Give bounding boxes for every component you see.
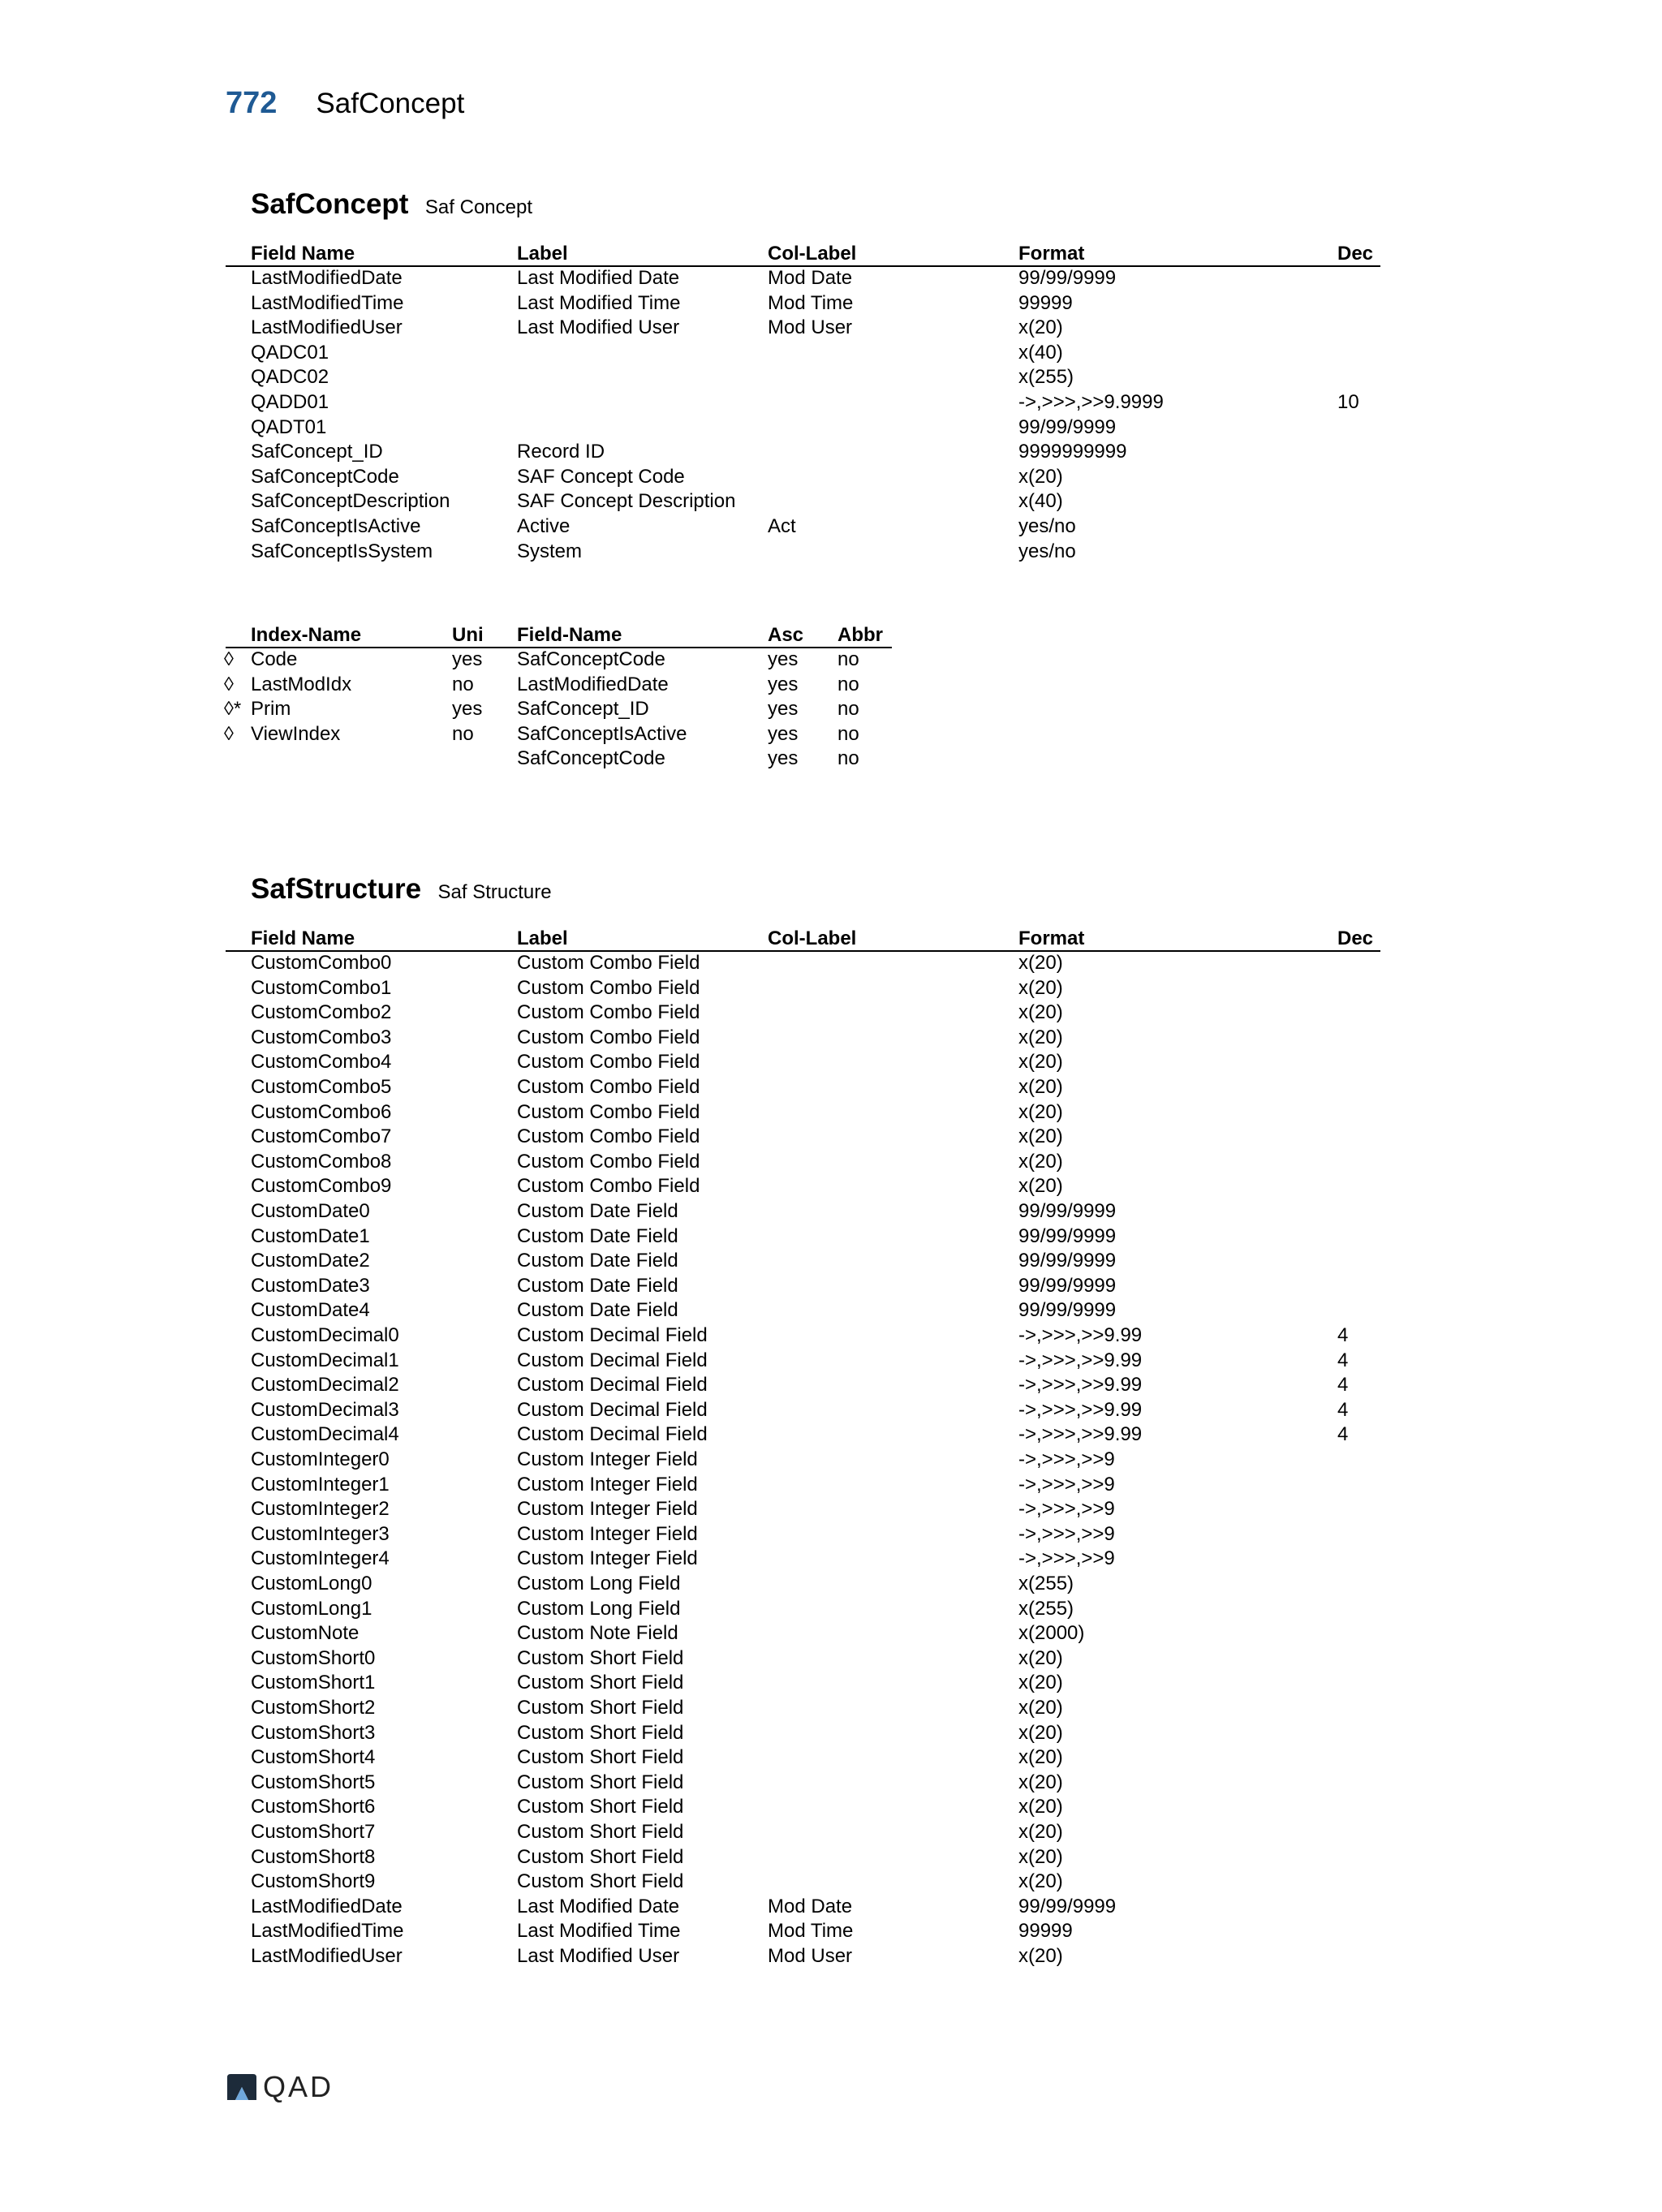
table-header-row xyxy=(0,241,1662,266)
table-cell: x(20) xyxy=(1018,1001,1063,1024)
table-cell: Last Modified Time xyxy=(517,291,681,314)
table-cell: Custom Decimal Field xyxy=(517,1349,708,1371)
table-cell: Custom Combo Field xyxy=(517,1051,700,1074)
table-cell: x(20) xyxy=(1018,1721,1063,1744)
table-cell: ->,>>>,>>9 xyxy=(1018,1547,1115,1570)
table-cell: Custom Short Field xyxy=(517,1845,684,1868)
index-cell: ViewIndex xyxy=(251,722,341,745)
table-cell: Custom Short Field xyxy=(517,1771,684,1793)
column-header: Field-Name xyxy=(517,624,622,646)
table-cell: x(20) xyxy=(1018,1746,1063,1769)
index-row xyxy=(0,696,1662,721)
table-cell: Last Modified User xyxy=(517,316,680,339)
column-header: Format xyxy=(1018,927,1085,949)
table-row xyxy=(0,1869,1662,1894)
table-cell: Last Modified Date xyxy=(517,1895,680,1917)
index-cell: LastModIdx xyxy=(251,673,352,695)
table-cell: SAF Concept Description xyxy=(517,490,736,513)
column-header: Dec xyxy=(1337,243,1374,265)
qad-logo xyxy=(226,2071,334,2103)
table-cell: Last Modified User xyxy=(517,1945,680,1967)
table-cell: CustomCombo1 xyxy=(251,976,392,999)
table-cell: QADT01 xyxy=(251,415,327,438)
table-cell: CustomShort6 xyxy=(251,1796,376,1818)
table-cell: Custom Combo Field xyxy=(517,1001,700,1024)
table-cell: CustomCombo0 xyxy=(251,952,392,974)
table-cell: CustomDate4 xyxy=(251,1299,370,1322)
table-row xyxy=(0,1546,1662,1571)
index-cell: no xyxy=(837,698,859,721)
table-title-safconcept xyxy=(251,188,532,221)
table-cell: x(20) xyxy=(1018,1076,1063,1098)
table-cell: CustomInteger1 xyxy=(251,1473,390,1495)
table-row xyxy=(0,1571,1662,1596)
table-row xyxy=(0,1943,1662,1969)
table-cell: CustomCombo2 xyxy=(251,1001,392,1024)
table-cell: 99/99/9999 xyxy=(1018,1299,1117,1322)
table-cell: 4 xyxy=(1337,1423,1349,1446)
table-cell: ->,>>>,>>9.99 xyxy=(1018,1374,1143,1396)
table-cell: LastModifiedDate xyxy=(251,1895,403,1917)
table-cell: Custom Date Field xyxy=(517,1299,678,1322)
table-row xyxy=(0,1372,1662,1397)
index-cell: no xyxy=(837,747,859,770)
table-cell: Custom Combo Field xyxy=(517,1026,700,1048)
table-cell: Custom Combo Field xyxy=(517,1125,700,1148)
table-row xyxy=(0,1894,1662,1919)
table-row xyxy=(0,1745,1662,1770)
table-row xyxy=(0,1447,1662,1472)
index-cell: yes xyxy=(768,722,799,745)
table-cell: CustomDate0 xyxy=(251,1200,370,1222)
qad-logo-icon xyxy=(226,2072,258,2102)
table-cell: x(2000) xyxy=(1018,1622,1085,1645)
table-cell: CustomCombo5 xyxy=(251,1076,392,1098)
table-cell: CustomDecimal3 xyxy=(251,1398,399,1421)
index-cell: no xyxy=(837,722,859,745)
column-header: Format xyxy=(1018,243,1085,265)
table-cell: 99/99/9999 xyxy=(1018,415,1117,438)
table-row xyxy=(0,1025,1662,1050)
table-cell: 10 xyxy=(1337,391,1359,413)
table-cell: 99999 xyxy=(1018,291,1073,314)
index-cell: yes xyxy=(452,698,483,721)
column-header: Asc xyxy=(768,624,804,646)
table-cell: SAF Concept Code xyxy=(517,465,685,488)
table-cell: CustomShort0 xyxy=(251,1646,376,1669)
table-cell: Custom Long Field xyxy=(517,1573,681,1594)
table-row xyxy=(0,1397,1662,1422)
table-cell: Custom Short Field xyxy=(517,1796,684,1818)
table-row xyxy=(0,1844,1662,1870)
index-cell: yes xyxy=(768,648,799,670)
table-cell: LastModifiedUser xyxy=(251,1945,403,1967)
column-header: Label xyxy=(517,927,568,949)
column-header: Dec xyxy=(1337,927,1374,949)
table-cell: CustomCombo6 xyxy=(251,1100,392,1123)
logo-text: QAD xyxy=(263,2070,334,2103)
table-cell: Custom Short Field xyxy=(517,1646,684,1669)
table-cell: CustomCombo8 xyxy=(251,1150,392,1173)
table-cell: 99/99/9999 xyxy=(1018,267,1117,289)
table-cell: x(20) xyxy=(1018,1672,1063,1694)
table-cell: CustomShort3 xyxy=(251,1721,376,1744)
index-cell: SafConceptIsActive xyxy=(517,722,687,745)
table-description: Saf Concept xyxy=(424,196,533,218)
index-cell: yes xyxy=(768,698,799,721)
table-cell: Custom Combo Field xyxy=(517,952,700,974)
table-cell: Custom Decimal Field xyxy=(517,1398,708,1421)
table-cell: CustomDecimal4 xyxy=(251,1423,399,1446)
table-row xyxy=(0,1273,1662,1298)
table-row xyxy=(0,315,1662,340)
table-cell: x(20) xyxy=(1018,1697,1063,1719)
table-cell: Act xyxy=(768,515,796,537)
table-row xyxy=(0,439,1662,464)
table-cell: 99/99/9999 xyxy=(1018,1224,1117,1247)
table-cell: 4 xyxy=(1337,1324,1349,1346)
table-cell: 9999999999 xyxy=(1018,441,1127,463)
table-row xyxy=(0,1596,1662,1621)
table-name: SafConcept xyxy=(251,188,409,220)
index-header-row xyxy=(0,622,1662,648)
index-cell: SafConceptCode xyxy=(517,648,665,670)
table-cell: ->,>>>,>>9 xyxy=(1018,1498,1115,1521)
table-cell: CustomCombo3 xyxy=(251,1026,392,1048)
table-cell: Custom Date Field xyxy=(517,1200,678,1222)
table-description: Saf Structure xyxy=(437,881,552,903)
index-cell: no xyxy=(452,673,474,695)
table-cell: ->,>>>,>>9 xyxy=(1018,1473,1115,1495)
column-header: Col-Label xyxy=(768,927,857,949)
table-header-row xyxy=(0,926,1662,951)
table-cell: 4 xyxy=(1337,1349,1349,1371)
page-header-title: SafConcept xyxy=(316,88,465,119)
table-row xyxy=(0,1074,1662,1100)
table-cell: x(20) xyxy=(1018,1796,1063,1818)
table-cell: 99/99/9999 xyxy=(1018,1274,1117,1297)
table-cell: ->,>>>,>>9.99 xyxy=(1018,1324,1143,1346)
table-cell: 99/99/9999 xyxy=(1018,1250,1117,1272)
table-cell: CustomDate2 xyxy=(251,1250,370,1272)
table-cell: CustomDate1 xyxy=(251,1224,370,1247)
column-header: Field Name xyxy=(251,927,355,949)
table-cell: Mod Date xyxy=(768,1895,853,1917)
table-cell: Mod Time xyxy=(768,1920,854,1943)
table-cell: CustomDate3 xyxy=(251,1274,370,1297)
table-title-safstructure xyxy=(251,873,552,906)
table-cell: x(20) xyxy=(1018,1870,1063,1893)
table-cell: Custom Date Field xyxy=(517,1274,678,1297)
index-cell: yes xyxy=(768,673,799,695)
table-row xyxy=(0,1770,1662,1795)
index-cell: LastModifiedDate xyxy=(517,673,669,695)
table-row xyxy=(0,1496,1662,1521)
index-marker: ◊ xyxy=(224,648,234,670)
table-row xyxy=(0,950,1662,975)
table-cell: QADC02 xyxy=(251,366,329,389)
page-header xyxy=(226,86,464,135)
index-cell: Code xyxy=(251,648,298,670)
table-cell: x(255) xyxy=(1018,1573,1074,1594)
table-row xyxy=(0,1224,1662,1249)
table-cell: CustomShort1 xyxy=(251,1672,376,1694)
table-cell: SafConceptIsActive xyxy=(251,515,421,537)
table-cell: x(20) xyxy=(1018,1771,1063,1793)
table-cell: CustomCombo4 xyxy=(251,1051,392,1074)
table-cell: SafConceptCode xyxy=(251,465,399,488)
table-cell: ->,>>>,>>9.99 xyxy=(1018,1349,1143,1371)
table-cell: Custom Long Field xyxy=(517,1597,681,1620)
table-cell: 99/99/9999 xyxy=(1018,1200,1117,1222)
table-cell: x(20) xyxy=(1018,1821,1063,1843)
table-cell: SafConceptIsSystem xyxy=(251,540,433,562)
table-cell: CustomShort5 xyxy=(251,1771,376,1793)
table-row xyxy=(0,1670,1662,1695)
table-cell: Custom Note Field xyxy=(517,1622,678,1645)
table-row xyxy=(0,389,1662,415)
table-row xyxy=(0,1199,1662,1224)
table-cell: yes/no xyxy=(1018,540,1076,562)
table-cell: Custom Integer Field xyxy=(517,1522,698,1545)
table-row xyxy=(0,1298,1662,1323)
table-cell: Mod User xyxy=(768,316,853,339)
table-cell: x(20) xyxy=(1018,1945,1063,1967)
column-header: Field Name xyxy=(251,243,355,265)
table-row xyxy=(0,514,1662,539)
table-cell: Last Modified Date xyxy=(517,267,680,289)
table-row xyxy=(0,1819,1662,1844)
index-cell: SafConcept_ID xyxy=(517,698,649,721)
table-cell: x(255) xyxy=(1018,366,1074,389)
table-cell: Last Modified Time xyxy=(517,1920,681,1943)
table-row xyxy=(0,290,1662,316)
column-header: Label xyxy=(517,243,568,265)
table-cell: x(20) xyxy=(1018,1646,1063,1669)
table-cell: ->,>>>,>>9.9999 xyxy=(1018,391,1164,413)
table-row xyxy=(0,1173,1662,1199)
table-cell: Custom Integer Field xyxy=(517,1498,698,1521)
table-cell: ->,>>>,>>9 xyxy=(1018,1448,1115,1470)
table-row xyxy=(0,1248,1662,1273)
table-cell: Custom Integer Field xyxy=(517,1448,698,1470)
table-row xyxy=(0,1348,1662,1373)
table-cell: Custom Combo Field xyxy=(517,1175,700,1198)
table-cell: x(20) xyxy=(1018,952,1063,974)
table-cell: x(40) xyxy=(1018,341,1063,364)
table-cell: CustomInteger2 xyxy=(251,1498,390,1521)
table-cell: x(20) xyxy=(1018,976,1063,999)
table-row xyxy=(0,1422,1662,1447)
index-cell: yes xyxy=(768,747,799,770)
table-cell: SafConceptDescription xyxy=(251,490,450,513)
table-cell: Custom Decimal Field xyxy=(517,1324,708,1346)
table-row xyxy=(0,1472,1662,1497)
table-cell: Custom Combo Field xyxy=(517,1076,700,1098)
table-cell: CustomInteger0 xyxy=(251,1448,390,1470)
table-row xyxy=(0,1100,1662,1125)
table-cell: x(20) xyxy=(1018,1026,1063,1048)
table-row xyxy=(0,1794,1662,1819)
table-cell: CustomLong1 xyxy=(251,1597,372,1620)
table-cell: Custom Short Field xyxy=(517,1672,684,1694)
table-cell: x(20) xyxy=(1018,316,1063,339)
column-header: Index-Name xyxy=(251,624,362,646)
table-cell: Custom Decimal Field xyxy=(517,1423,708,1446)
index-cell: no xyxy=(837,648,859,670)
table-cell: x(40) xyxy=(1018,490,1063,513)
index-row xyxy=(0,672,1662,697)
table-cell: 4 xyxy=(1337,1374,1349,1396)
table-row xyxy=(0,539,1662,564)
table-cell: CustomNote xyxy=(251,1622,360,1645)
table-row xyxy=(0,1918,1662,1943)
index-row xyxy=(0,746,1662,771)
table-cell: Custom Integer Field xyxy=(517,1473,698,1495)
table-cell: LastModifiedDate xyxy=(251,267,403,289)
table-row xyxy=(0,1000,1662,1025)
index-marker: ◊ xyxy=(224,722,234,745)
table-cell: QADC01 xyxy=(251,341,329,364)
table-cell: CustomShort7 xyxy=(251,1821,376,1843)
table-cell: Custom Short Field xyxy=(517,1870,684,1893)
table-row xyxy=(0,340,1662,365)
column-header: Uni xyxy=(452,624,484,646)
table-cell: CustomLong0 xyxy=(251,1573,372,1594)
table-cell: x(255) xyxy=(1018,1597,1074,1620)
table-cell: 4 xyxy=(1337,1398,1349,1421)
table-row xyxy=(0,364,1662,389)
table-cell: ->,>>>,>>9.99 xyxy=(1018,1398,1143,1421)
table-cell: Custom Date Field xyxy=(517,1224,678,1247)
table-cell: x(20) xyxy=(1018,1051,1063,1074)
index-cell: Prim xyxy=(251,698,291,721)
index-row xyxy=(0,721,1662,747)
table-cell: Mod User xyxy=(768,1945,853,1967)
table-cell: CustomDecimal0 xyxy=(251,1324,399,1346)
table-cell: Custom Combo Field xyxy=(517,976,700,999)
table-cell: CustomShort9 xyxy=(251,1870,376,1893)
table-cell: CustomCombo7 xyxy=(251,1125,392,1148)
table-cell: ->,>>>,>>9 xyxy=(1018,1522,1115,1545)
table-cell: Custom Combo Field xyxy=(517,1150,700,1173)
table-cell: QADD01 xyxy=(251,391,329,413)
table-cell: 99/99/9999 xyxy=(1018,1895,1117,1917)
table-row xyxy=(0,464,1662,489)
table-row xyxy=(0,1124,1662,1149)
table-cell: CustomShort8 xyxy=(251,1845,376,1868)
table-cell: Custom Integer Field xyxy=(517,1547,698,1570)
table-cell: x(20) xyxy=(1018,1150,1063,1173)
table-cell: x(20) xyxy=(1018,465,1063,488)
index-cell: SafConceptCode xyxy=(517,747,665,770)
table-cell: CustomShort4 xyxy=(251,1746,376,1769)
column-header: Abbr xyxy=(837,624,883,646)
table-cell: Custom Short Field xyxy=(517,1721,684,1744)
table-cell: 99999 xyxy=(1018,1920,1073,1943)
index-cell: no xyxy=(837,673,859,695)
table-cell: CustomDecimal2 xyxy=(251,1374,399,1396)
table-cell: yes/no xyxy=(1018,515,1076,537)
table-row xyxy=(0,1149,1662,1174)
table-cell: LastModifiedTime xyxy=(251,1920,404,1943)
table-name: SafStructure xyxy=(251,873,422,905)
table-cell: Custom Short Field xyxy=(517,1821,684,1843)
table-row xyxy=(0,1646,1662,1671)
table-cell: Record ID xyxy=(517,441,605,463)
table-cell: x(20) xyxy=(1018,1845,1063,1868)
table-cell: CustomDecimal1 xyxy=(251,1349,399,1371)
table-row xyxy=(0,975,1662,1001)
index-row xyxy=(0,647,1662,672)
table-cell: Mod Date xyxy=(768,267,853,289)
table-cell: x(20) xyxy=(1018,1175,1063,1198)
table-row xyxy=(0,488,1662,514)
table-cell: SafConcept_ID xyxy=(251,441,383,463)
table-cell: Custom Date Field xyxy=(517,1250,678,1272)
index-marker: ◊ xyxy=(224,673,234,695)
column-header: Col-Label xyxy=(768,243,857,265)
index-marker: ◊* xyxy=(224,698,242,721)
index-cell: no xyxy=(452,722,474,745)
table-row xyxy=(0,1049,1662,1074)
table-cell: Custom Short Field xyxy=(517,1746,684,1769)
table-cell: Active xyxy=(517,515,571,537)
table-cell: x(20) xyxy=(1018,1100,1063,1123)
table-cell: LastModifiedTime xyxy=(251,291,404,314)
table-cell: x(20) xyxy=(1018,1125,1063,1148)
index-cell: yes xyxy=(452,648,483,670)
table-cell: CustomCombo9 xyxy=(251,1175,392,1198)
table-row xyxy=(0,1521,1662,1547)
table-row xyxy=(0,265,1662,290)
table-cell: Mod Time xyxy=(768,291,854,314)
table-cell: Custom Short Field xyxy=(517,1697,684,1719)
table-cell: CustomShort2 xyxy=(251,1697,376,1719)
table-cell: Custom Decimal Field xyxy=(517,1374,708,1396)
table-row xyxy=(0,1620,1662,1646)
table-cell: System xyxy=(517,540,583,562)
table-cell: Custom Combo Field xyxy=(517,1100,700,1123)
table-cell: LastModifiedUser xyxy=(251,316,403,339)
table-row xyxy=(0,1323,1662,1348)
table-row xyxy=(0,1695,1662,1720)
table-cell: CustomInteger3 xyxy=(251,1522,390,1545)
table-cell: ->,>>>,>>9.99 xyxy=(1018,1423,1143,1446)
table-cell: CustomInteger4 xyxy=(251,1547,390,1570)
table-row xyxy=(0,1720,1662,1745)
page-number: 772 xyxy=(226,86,278,120)
table-row xyxy=(0,415,1662,440)
